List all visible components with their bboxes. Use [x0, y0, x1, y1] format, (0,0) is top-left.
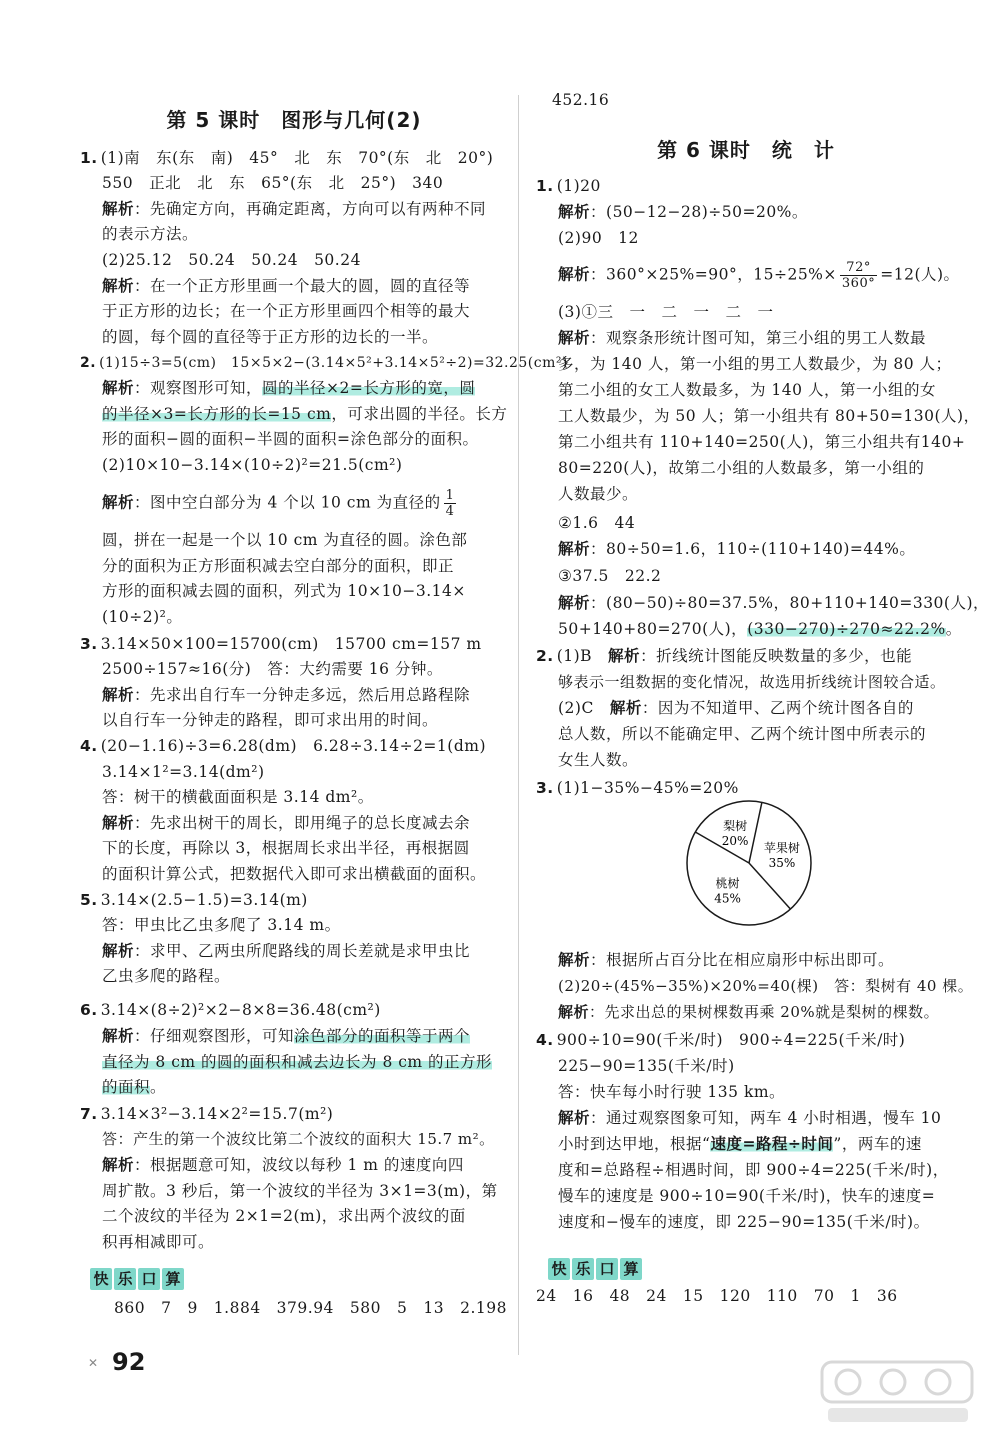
q1-analysis-5: 的圆，每个圆的直径等于正方形的边长的一半。: [102, 328, 439, 346]
r-q1-analysis-2: 解析：360°×25%=90°，15÷25%× $\frac{72^\circ}{360^\circ}$ =12(人)。: [558, 260, 960, 291]
q1-analysis-1: 解析：先确定方向，再确定距离，方向可以有两种不同: [102, 199, 487, 218]
q2-line-2: (2)10×10−3.14×(10÷2)²=21.5(cm²): [102, 456, 403, 474]
fruit-tree-pie-chart: [684, 798, 814, 928]
q7-analysis-3: 二个波纹的半径为 2×1=2(m)，求出两个波纹的面: [102, 1207, 466, 1225]
r-q1-analysis-1: 解析：(50−12−28)÷50=20%。: [558, 202, 808, 221]
q6-analysis-3: 的面积。: [102, 1078, 167, 1096]
r-q2-line-5: 女生人数。: [558, 751, 639, 769]
pie-pct-pear: 20%: [721, 833, 749, 848]
r-q1-line-2: (2)90 12: [558, 229, 639, 247]
pie-pct-apple: 35%: [768, 856, 796, 871]
lesson-5-title: 第 5 课时 图形与几何(2): [166, 108, 422, 132]
q2-analysis-4: 解析：图中空白部分为 4 个以 10 cm 为直径的 $\frac{1}{4}$: [102, 488, 455, 519]
r-q3-analysis-2: 解析：先求出总的果树棵数再乘 20%就是梨树的棵数。: [558, 1003, 940, 1021]
q3-line-2: 2500÷157≈16(分) 答：大约需要 16 分钟。: [102, 660, 443, 678]
q3-analysis-2: 以自行车一分钟走的路程，即可求出用的时间。: [102, 711, 439, 729]
q6-analysis-1: 解析：仔细观察图形，可知涂色部分的面积等于两个: [102, 1026, 471, 1045]
q6-analysis-2: 直径为 8 cm 的圆的面积和减去边长为 8 cm 的正方形: [102, 1053, 493, 1071]
r-q3-analysis-1: 解析：根据所占百分比在相应扇形中标出即可。: [558, 950, 895, 969]
r-q1-line-4: ②1.6 44: [558, 514, 636, 532]
r-q4-line-1: 4. 900÷10=90(千米/时) 900÷4=225(千米/时): [536, 1031, 906, 1049]
r-q4-analysis-2: 小时到达甲地，根据“速度=路程÷时间”，两车的速: [558, 1134, 922, 1153]
r-q2-line-2: 够表示一组数据的变化情况，故选用折线统计图较合适。: [558, 673, 946, 691]
r-q4-analysis-3: 度和=总路程÷相遇时间，即 900÷4=225(千米/时)，: [558, 1161, 949, 1179]
q2-analysis-6: 分的面积为正方形面积减去空白部分的面积，即正: [102, 557, 455, 575]
r-q2-line-4: 总人数，所以不能确定甲、乙两个统计图中所表示的: [558, 725, 927, 743]
fraction-72-over-360: $\frac{72^\circ}{360^\circ}$: [841, 260, 876, 291]
q1-line-1: 1. (1)南 东(东 南) 45° 北 东 70°(东 北 20°): [80, 149, 494, 167]
r-q1-line-3: (3)①三 一 二 一 二 一: [558, 303, 774, 321]
q7-analysis-1: 解析：根据题意可知，波纹以每秒 1 m 的速度向四: [102, 1155, 464, 1174]
q7-line-2: 答：产生的第一个波纹比第二个波纹的面积大 15.7 m²。: [102, 1130, 495, 1148]
q4-line-3: 答：树干的横截面面积是 3.14 dm²。: [102, 788, 374, 806]
q1-analysis-2: 的表示方法。: [102, 225, 199, 243]
q5-line-1: 5. 3.14×(2.5−1.5)=3.14(m): [80, 891, 308, 909]
q1-analysis-3: 解析：在一个正方形里画一个最大的圆，圆的直径等: [102, 276, 471, 295]
r-q1-line-5: ③37.5 22.2: [558, 567, 662, 585]
watermark-logo-icon: [818, 1358, 978, 1428]
q5-analysis-2: 乙虫多爬的路程。: [102, 967, 231, 985]
kuaile-kousuan-badge: 快 乐 口 算: [90, 1268, 184, 1290]
r-q1-analysis-6: 工人数最少，为 50 人；第一小组共有 80+50=130(人)，: [558, 407, 980, 425]
q1-line-3: (2)25.12 50.24 50.24 50.24: [102, 251, 361, 269]
r-q3-line-1: 3. (1)1−35%−45%=20%: [536, 779, 739, 797]
r-q1-analysis-11: 解析：(80−50)÷80=37.5%，80+110+140=330(人)，: [558, 593, 990, 612]
q4-line-1: 4. (20−1.16)÷3=6.28(dm) 6.28÷3.14÷2=1(dm): [80, 737, 486, 755]
q3-line-1: 3. 3.14×50×100=15700(cm) 15700 cm=157 m: [80, 635, 482, 653]
r-q4-analysis-4: 慢车的速度是 900÷10=90(千米/时)，快车的速度=: [558, 1187, 936, 1205]
q3-analysis-1: 解析：先求出自行车一分钟走多远，然后用总路程除: [102, 685, 471, 704]
q6-line-1: 6. 3.14×(8÷2)²×2−8×8=36.48(cm²): [80, 1001, 381, 1019]
kuaile-answers-left: 860 7 9 1.884 379.94 580 5 13 2.198: [114, 1299, 507, 1317]
q5-line-2: 答：甲虫比乙虫多爬了 3.14 m。: [102, 916, 341, 934]
q1-analysis-4: 于正方形的边长；在一个正方形里画四个相等的最大: [102, 302, 471, 320]
q2-line-1: 2. (1)15÷3=5(cm) 15×5×2−(3.14×5²+3.14×5²÷2)=32.25(cm²): [80, 355, 568, 371]
q2-analysis-1: 解析：观察图形可知，圆的半径×2=长方形的宽，圆: [102, 378, 476, 397]
r-q1-analysis-7: 第二小组共有 110+140=250(人)，第三小组共有140+: [558, 433, 966, 451]
r-q1-analysis-8: 80=220(人)，故第二小组的人数最多，第一小组的: [558, 459, 925, 477]
pie-label-peach: 桃树: [715, 876, 740, 891]
r-q2-line-3: (2)C 解析：因为不知道甲、乙两个统计图各自的: [558, 698, 914, 717]
r-q1-analysis-10: 解析：80÷50=1.6，110÷(110+140)=44%。: [558, 539, 916, 558]
q2-analysis-8: (10÷2)²。: [102, 608, 183, 626]
q2-analysis-5: 圆，拼在一起是一个以 10 cm 为直径的圆。涂色部: [102, 531, 468, 549]
kuaile-answers-right: 24 16 48 24 15 120 110 70 1 36: [536, 1287, 898, 1305]
r-q1-analysis-5: 第二小组的女工人数最多，为 140 人，第一小组的女: [558, 381, 936, 399]
r-q1-analysis-12: 50+140+80=270(人)，(330−270)÷270≈22.2%。: [558, 620, 962, 638]
carry-over-value: 452.16: [552, 91, 610, 109]
r-q4-line-2: 225−90=135(千米/时): [558, 1057, 735, 1075]
q4-line-2: 3.14×1²=3.14(dm²): [102, 763, 265, 781]
r-q1-analysis-4: 多，为 140 人，第一小组的男工人数最少，为 80 人；: [558, 355, 952, 373]
lesson-6-title: 第 6 课时 统 计: [657, 138, 835, 162]
pie-label-pear: 梨树: [723, 818, 748, 833]
q4-analysis-1: 解析：先求出树干的周长，即用绳子的总长度减去余: [102, 813, 471, 832]
q2-analysis-2: 的半径×3=长方形的长=15 cm，可求出圆的半径。长方: [102, 405, 508, 423]
q2-analysis-3: 形的面积−圆的面积−半圆的面积=涂色部分的面积。: [102, 430, 479, 448]
r-q3-line-2: (2)20÷(45%−35%)×20%=40(棵) 答：梨树有 40 棵。: [558, 977, 974, 995]
q7-analysis-2: 周扩散。3 秒后，第一个波纹的半径为 3×1=3(m)，第: [102, 1182, 498, 1200]
q5-analysis-1: 解析：求甲、乙两虫所爬路线的周长差就是求甲虫比: [102, 941, 471, 960]
r-q4-analysis-1: 解析：通过观察图象可知，两车 4 小时相遇，慢车 10: [558, 1108, 942, 1127]
fraction-one-quarter: $\frac{1}{4}$: [445, 488, 455, 519]
pie-label-apple: 苹果树: [763, 841, 800, 856]
r-q1-line-1: 1. (1)20: [536, 177, 601, 195]
q4-analysis-2: 下的长度，再除以 3，根据周长求出半径，再根据圆: [102, 839, 470, 857]
r-q4-line-3: 答：快车每小时行驶 135 km。: [558, 1083, 786, 1101]
q4-analysis-3: 的面积计算公式，把数据代入即可求出横截面的面积。: [102, 865, 487, 883]
r-q2-line-1: 2. (1)B 解析：折线统计图能反映数量的多少，也能: [536, 646, 913, 665]
page-number: 92: [112, 1348, 146, 1376]
q1-line-2: 550 正北 北 东 65°(东 北 25°) 340: [102, 174, 444, 192]
column-divider: [518, 95, 519, 1355]
page-ornament-icon: ✕: [88, 1356, 99, 1370]
q7-analysis-4: 积再相减即可。: [102, 1233, 215, 1251]
r-q4-analysis-5: 速度和−慢车的速度，即 225−90=135(千米/时)。: [558, 1213, 930, 1231]
kuaile-kousuan-badge-right: 快 乐 口 算: [548, 1258, 642, 1280]
pie-pct-peach: 45%: [714, 891, 741, 906]
r-q1-analysis-3: 解析：观察条形统计图可知，第三小组的男工人数最: [558, 328, 927, 347]
q2-analysis-7: 方形的面积减去圆的面积，列式为 10×10−3.14×: [102, 582, 466, 600]
r-q1-analysis-9: 人数最少。: [558, 485, 639, 503]
q7-line-1: 7. 3.14×3²−3.14×2²=15.7(m²): [80, 1105, 334, 1123]
